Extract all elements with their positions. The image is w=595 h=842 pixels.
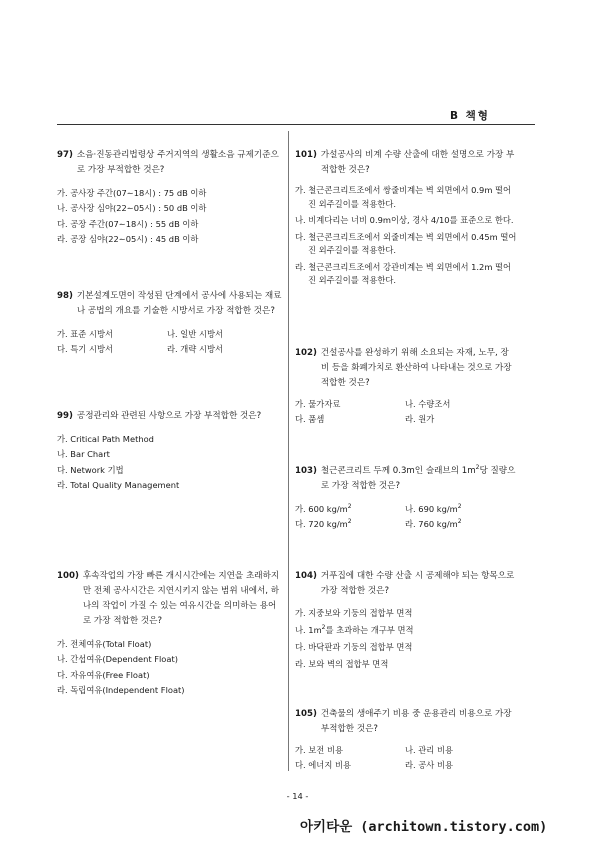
question-text: 소음·진동관리법령상 주거지역의 생활소음 규제기준으로 가장 부적합한 것은? [76,150,279,175]
question-text: 공정관리와 관련된 사항으로 가장 부적합한 것은? [76,411,262,421]
option-d: 라. 보와 벽의 접합부 면적 [295,659,389,669]
question-text: 건축물의 생애주기 비용 중 운용관리 비용으로 가장 부적합한 것은? [320,709,512,734]
option-c: 다. 에너지 비용 [295,760,352,771]
question-text: 기본설계도면이 작성된 단계에서 공사에 사용되는 재료나 공법의 개요를 기술한 시방서로 가장 적합한 것은? [76,291,282,316]
question-number: 105) [295,709,317,719]
option-b: 나. 일반 시방서 [167,329,224,339]
question-number: 99) [57,411,73,421]
question-101 [295,148,517,291]
option-d: 라. 원가 [405,414,435,425]
question-text: 거푸집에 대한 수량 산출 시 공제해야 되는 항목으로 가장 적합한 것은? [320,571,515,596]
option-b: 나. 공사장 심야(22∼05시) : 50 dB 이하 [57,203,207,214]
option-b: 나. 간섭여유(Dependent Float) [57,654,178,665]
question-text: 건설공사를 완성하기 위해 소요되는 자재, 노무, 장비 등을 화폐가치로 환산하여 나타내는 것으로 가장 적합한 것은? [320,348,512,388]
option-c: 다. 공장 주간(07∼18시) : 55 dB 이하 [57,218,199,229]
option-b: 나. Bar Chart [57,449,110,460]
header-rule [57,124,535,125]
option-b: 나. 수량조서 [405,399,451,409]
page-number: - 14 - [286,791,309,801]
question-number: 100) [57,571,79,581]
option-a: 가. 표준 시방서 [57,329,114,339]
option-c: 다. Network 기법 [57,464,124,475]
option-b: 나. 690 $kg/m^2$ [405,503,462,514]
option-c: 다. 720 $kg/m^2$ [295,518,352,530]
option-a: 가. 600 $kg/m^2$ [295,503,352,514]
option-d: 라. 760 $kg/m^2$ [405,518,462,530]
option-c: 다. 철근콘크리트조에서 외줄비계는 벽 외면에서 0.45m 떨어진 외주길이를 적용한다. [295,231,517,255]
option-b: 나. $1m^2$를 초과하는 개구부 면적 [295,624,414,635]
option-d: 라. 공사 비용 [405,760,453,771]
question-97 [57,148,282,248]
question-number: 102) [295,348,317,358]
question-105 [295,707,517,774]
option-c: 다. 자유여유(Free Float) [57,669,150,680]
option-c: 다. 바닥판과 기둥의 접합부 면적 [295,642,413,652]
question-text: 후속작업의 가장 빠른 개시시간에는 지연을 초래하지만 전체 공사시간은 지연시키지 않는 범위 내에서, 하나의 작업이 가질 수 있는 여유시간을 의미하는 용어로 가장 적합한 것은? [82,571,280,626]
footer-watermark: 아키타운 (architown.tistory.com) [300,819,548,835]
option-c: 다. 특기 시방서 [57,344,114,355]
option-b: 나. 관리 비용 [405,745,453,755]
question-number: 98) [57,291,73,301]
question-number: 104) [295,571,317,581]
option-a: 가. 지중보와 기둥의 접합부 면적 [295,608,413,618]
option-d: 라. 독립여유(Independent Float) [57,685,185,696]
question-104 [295,569,517,673]
option-a: 가. 물가자료 [295,399,341,409]
option-a: 가. 공사장 주간(07∼18시) : 75 dB 이하 [57,188,207,198]
option-c: 다. 품셈 [295,414,325,425]
question-number: 97) [57,150,73,160]
question-98 [57,289,282,358]
option-a: 가. 보전 비용 [295,745,343,755]
option-d: 라. 개략 시방서 [167,344,224,355]
question-text: 철근콘크리트 두께 0.3m인 슬래브의 $1m^2$당 질량으로 가장 적합한 것은? [320,464,516,491]
question-99 [57,409,282,494]
question-text: 가설공사의 비계 수량 산출에 대한 설명으로 가장 부적합한 것은? [320,150,515,175]
question-number: 103) [295,466,317,476]
question-103 [295,464,517,533]
option-d: 라. 공장 심야(22∼05시) : 45 dB 이하 [57,234,199,245]
column-divider [288,131,289,771]
option-b: 나. 비계다리는 너비 0.9m이상, 경사 4/10를 표준으로 한다. [295,215,514,225]
option-d: 라. 철근콘크리트조에서 강관비계는 벽 외면에서 1.2m 떨어진 외주길이를 적용한다. [295,261,512,285]
option-d: 라. Total Quality Management [57,480,180,491]
option-a: 가. 철근콘크리트조에서 쌍줄비계는 벽 외면에서 0.9m 떨어진 외주길이를 적용한다. [295,185,512,209]
booklet-type-label: B 책형 [450,110,490,122]
option-a: 가. Critical Path Method [57,434,154,444]
question-102 [295,346,517,428]
option-a: 가. 전체여유(Total Float) [57,639,152,649]
question-100 [57,569,282,699]
question-number: 101) [295,150,317,160]
